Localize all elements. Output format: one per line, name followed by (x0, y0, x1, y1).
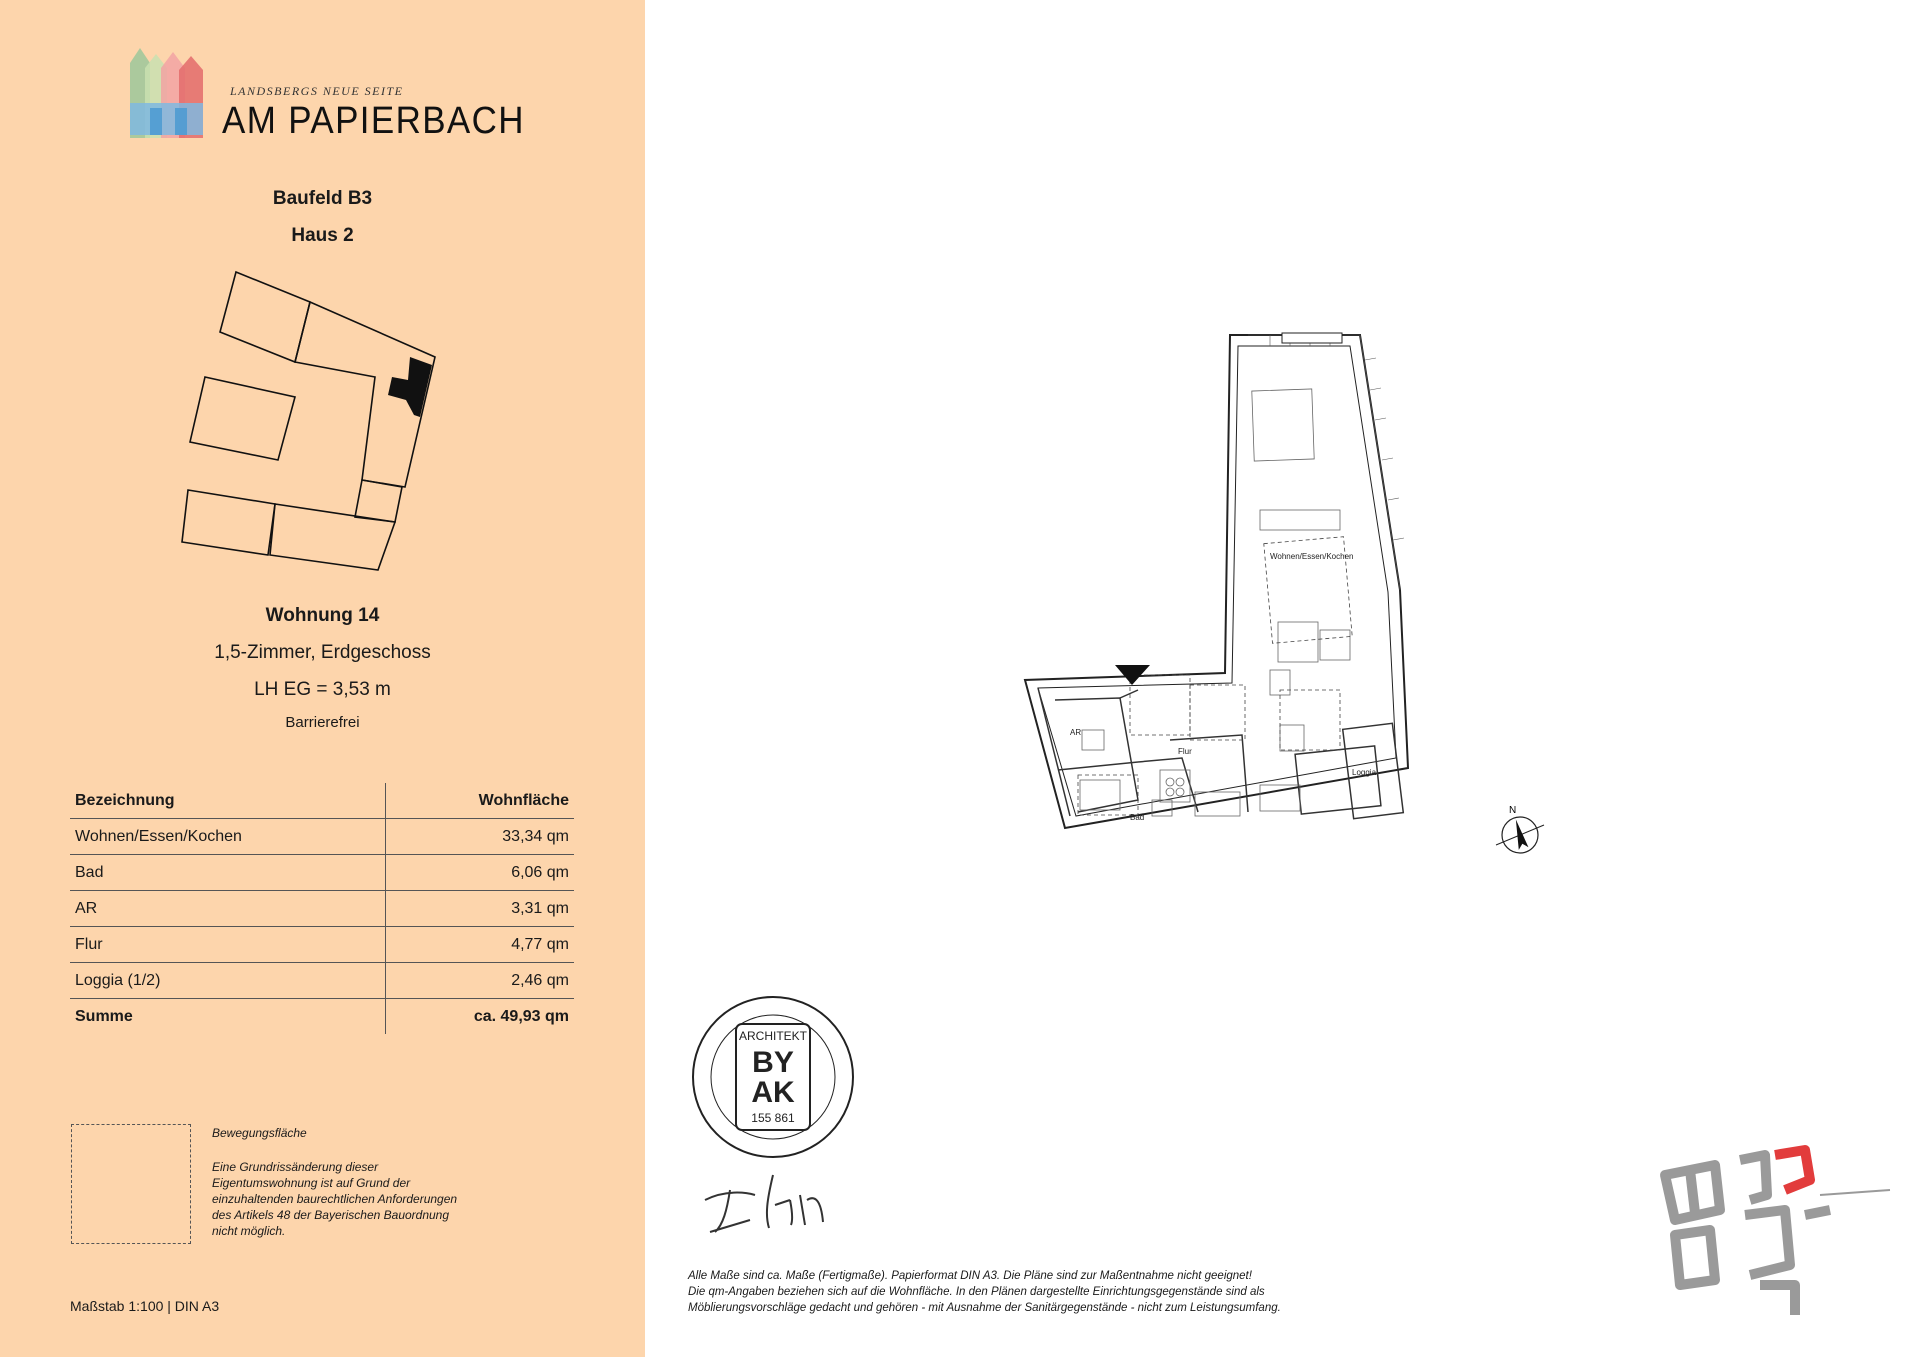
legend-note: Eine Grundrissänderung dieser Eigentumswohnung ist auf Grund der einzuhaltenden baurechtlichen Anforderungen des Artikels 48 der Bayerischen Bauordnung nicht möglich. (212, 1160, 458, 1238)
room-label-bad: Bad (1130, 813, 1145, 822)
window-icon (1282, 333, 1342, 343)
scale-label: Maßstab 1:100 | DIN A3 (70, 1298, 220, 1314)
column-header: Bezeichnung (70, 783, 386, 819)
brand-name: AM PAPIERBACH (222, 100, 525, 142)
city-block-icon (1655, 1135, 1895, 1325)
svg-text:BY: BY (752, 1046, 794, 1079)
signature (695, 1170, 845, 1240)
room-name: AR (70, 891, 386, 927)
room-area: 3,31 qm (386, 891, 574, 927)
room-label-flur: Flur (1178, 747, 1192, 756)
room-label-loggia: Loggia (1352, 768, 1377, 777)
apartment-rooms: 1,5-Zimmer, Erdgeschoss (214, 642, 431, 663)
disclaimer-line-2: Die qm-Angaben beziehen sich auf die Wohnfläche. In den Plänen dargestellte Einrichtungsgegenstände sind als (688, 1286, 1265, 1298)
sum-label: Summe (75, 1007, 133, 1025)
brand-tagline: LANDSBERGS NEUE SEITE (230, 84, 404, 98)
disclaimer (688, 1268, 1328, 1316)
room-name: Loggia (1/2) (70, 963, 386, 999)
architect-seal (688, 992, 858, 1162)
baufeld-label: Baufeld B3 (272, 188, 373, 209)
apartment-title: Wohnung 14 (265, 605, 380, 626)
floor-plan (1020, 330, 1560, 930)
table-row (70, 855, 574, 891)
room-area: 33,34 qm (386, 819, 574, 855)
counter-icon (1260, 510, 1340, 530)
svg-text:N: N (1509, 805, 1517, 816)
north-arrow-icon (1496, 805, 1544, 853)
movement-area-swatch (71, 1124, 191, 1244)
svg-text:ARCHITEKT: ARCHITEKT (738, 1029, 808, 1043)
table-row (70, 819, 574, 855)
room-name: Wohnen/Essen/Kochen (70, 819, 386, 855)
svg-text:AK: AK (751, 1076, 795, 1109)
disclaimer-line-3: Möblierungsvorschläge gedacht und gehören - mit Ausnahme der Sanitärgegenstände - nicht zum Leistungsumfang. (688, 1302, 1281, 1314)
toilet-icon (1082, 730, 1104, 750)
table-row (70, 891, 574, 927)
room-label-living: Wohnen/Essen/Kochen (1270, 552, 1354, 561)
column-header: Wohnfläche (386, 783, 574, 819)
bed-icon (1252, 389, 1314, 461)
stove-icon (1160, 770, 1190, 802)
accessibility-label: Barrierefrei (285, 714, 360, 731)
sum-value: ca. 49,93 qm (386, 999, 574, 1035)
table-row (70, 927, 574, 963)
table-header-row (70, 783, 574, 819)
area-table (70, 783, 574, 1034)
room-name: Flur (70, 927, 386, 963)
svg-text:155 861: 155 861 (751, 1111, 795, 1125)
room-name: Bad (70, 855, 386, 891)
apartment-height: LH EG = 3,53 m (254, 679, 391, 700)
table-sum-row (70, 999, 574, 1035)
logo-houses-icon (125, 48, 220, 138)
table-row (70, 963, 574, 999)
room-area: 6,06 qm (386, 855, 574, 891)
room-area: 2,46 qm (386, 963, 574, 999)
legend-title: Bewegungsfläche (212, 1126, 307, 1140)
disclaimer-line-1: Alle Maße sind ca. Maße (Fertigmaße). Papierformat DIN A3. Die Pläne sind zur Maßentnahme nicht geeignet! (688, 1270, 1252, 1282)
haus-label: Haus 2 (291, 225, 354, 246)
room-area: 4,77 qm (386, 927, 574, 963)
site-keyplan (170, 262, 450, 582)
room-label-ar: AR (1070, 728, 1082, 737)
info-panel (0, 0, 645, 1357)
sink-icon (1152, 800, 1172, 816)
